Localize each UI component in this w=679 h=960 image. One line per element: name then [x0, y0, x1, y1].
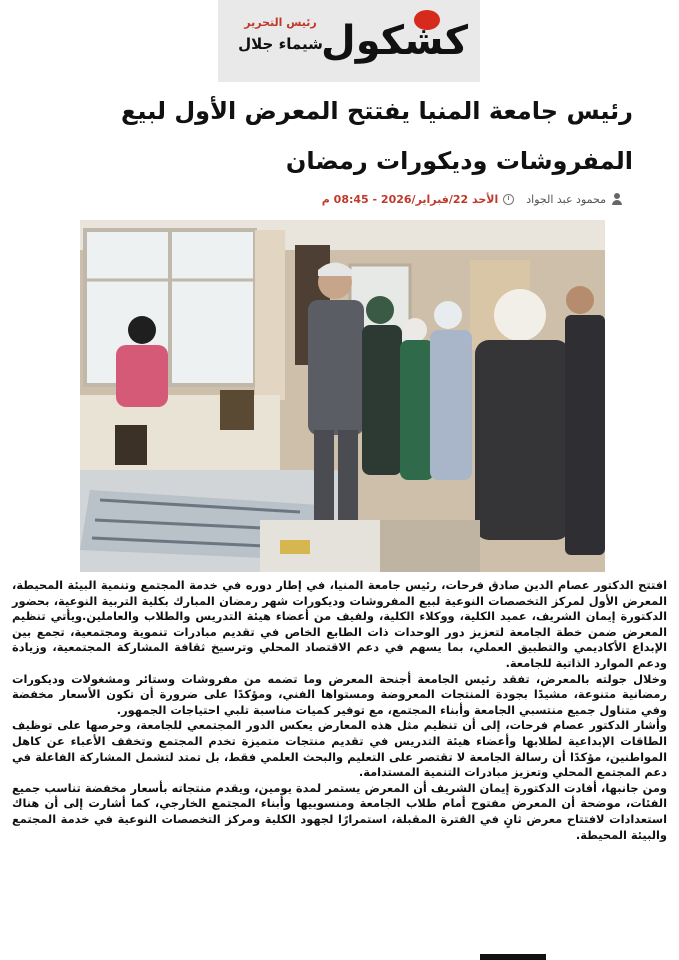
article-headline: رئيس جامعة المنيا يفتتح المعرض الأول لبيع المفروشات وديكورات رمضان	[121, 97, 633, 175]
article-photo	[80, 220, 605, 572]
author-name[interactable]: محمود عبد الجواد	[526, 192, 606, 206]
masthead	[218, 0, 480, 82]
publish-date: الأحد 22/فبراير/2026 - 08:45 م	[321, 192, 499, 206]
date-meta	[322, 193, 515, 206]
bottom-bar	[480, 954, 546, 960]
editor-label: رئيس التحرير	[244, 16, 317, 29]
editor-block	[228, 14, 333, 56]
article-meta	[63, 190, 623, 208]
user-icon	[611, 193, 623, 205]
article-paragraph: وأشار الدكتور عصام فرحات، إلى أن تنظيم مثل هذه المعارض يعكس الدور المجتمعي للجامعة، وحرصها على توظيف الطاقات الإبداعية لطلابها وأعضاء هيئة التدريس في تقديم منتجات متميزة تخدم المجتمع وتخفف الأعباء عن كاهل المواطنين، مؤكدًا أن رسالة الجامعة لا تقتصر على التعليم والبحث العلمي فقط، بل تمتد لتشمل المشاركة الفاعلة في دعم المجتمع المحلي وتعزيز مبادرات التنمية المستدامة.	[12, 718, 667, 780]
editor-name: شيماء جلال	[238, 35, 323, 53]
article-body	[12, 578, 667, 843]
article-paragraph: افتتح الدكتور عصام الدين صادق فرحات، رئيس جامعة المنيا، في إطار دوره في خدمة المجتمع وتنمية البيئة المحيطة، المعرض الأول لمركز التخصصات النوعية لبيع المفروشات وديكورات شهر رمضان المبارك بكلية التربية النوعية، بحضور الدكتورة إيمان الشريف، عميد الكلية، ووكلاء الكلية، ولفيف من أعضاء هيئة التدريس والطلاب والعاملين.ويأتي تنظيم المعرض ضمن خطة الجامعة لتعزيز دور الوحدات ذات الطابع الخاص في تقديم مبادرات تنموية ومجتمعية، تجمع بين الإبداع الأكاديمي والتطبيق العملي، بما يسهم في دعم الاقتصاد المحلي وترسيخ ثقافة المشاركة المجتمعية، وزيادة ودعم الموارد الذاتية للجامعة.	[12, 578, 667, 670]
article-paragraph: وخلال جولته بالمعرض، تفقد رئيس الجامعة أجنحة المعرض وما تضمه من مفروشات وستائر ومشغولات وديكورات رمضانية متنوعة، مشيدًا بجودة المنتجات المعروضة ومستواها الفني، ومؤكدًا على ضرورة أن تكون الأسعار مخفضة وفي متناول جميع منتسبي الجامعة وأبناء المجتمع، مع توفير كميات مناسبة تلبي احتياجات الجمهور.	[12, 671, 667, 717]
photo-illustration	[80, 220, 605, 572]
author-meta[interactable]	[526, 193, 623, 206]
site-logo[interactable]: كشكول	[320, 18, 468, 64]
clock-icon	[503, 194, 514, 205]
article-paragraph: ومن جانبها، أفادت الدكتورة إيمان الشريف أن المعرض يستمر لمدة يومين، ويقدم منتجاته بأسعار مخفضة تناسب جميع الفئات، موضحة أن المعرض مفتوح أمام طلاب الجامعة ومنسوبيها وأبناء المجتمع الخارجي، كما أشارت إلى أن هناك استعدادات لافتتاح معرض ثانٍ في الفترة المقبلة، استمرارًا لجهود الكلية ومركز التخصصات النوعية في خدمة المجتمع والبيئة المحيطة.	[12, 780, 667, 842]
